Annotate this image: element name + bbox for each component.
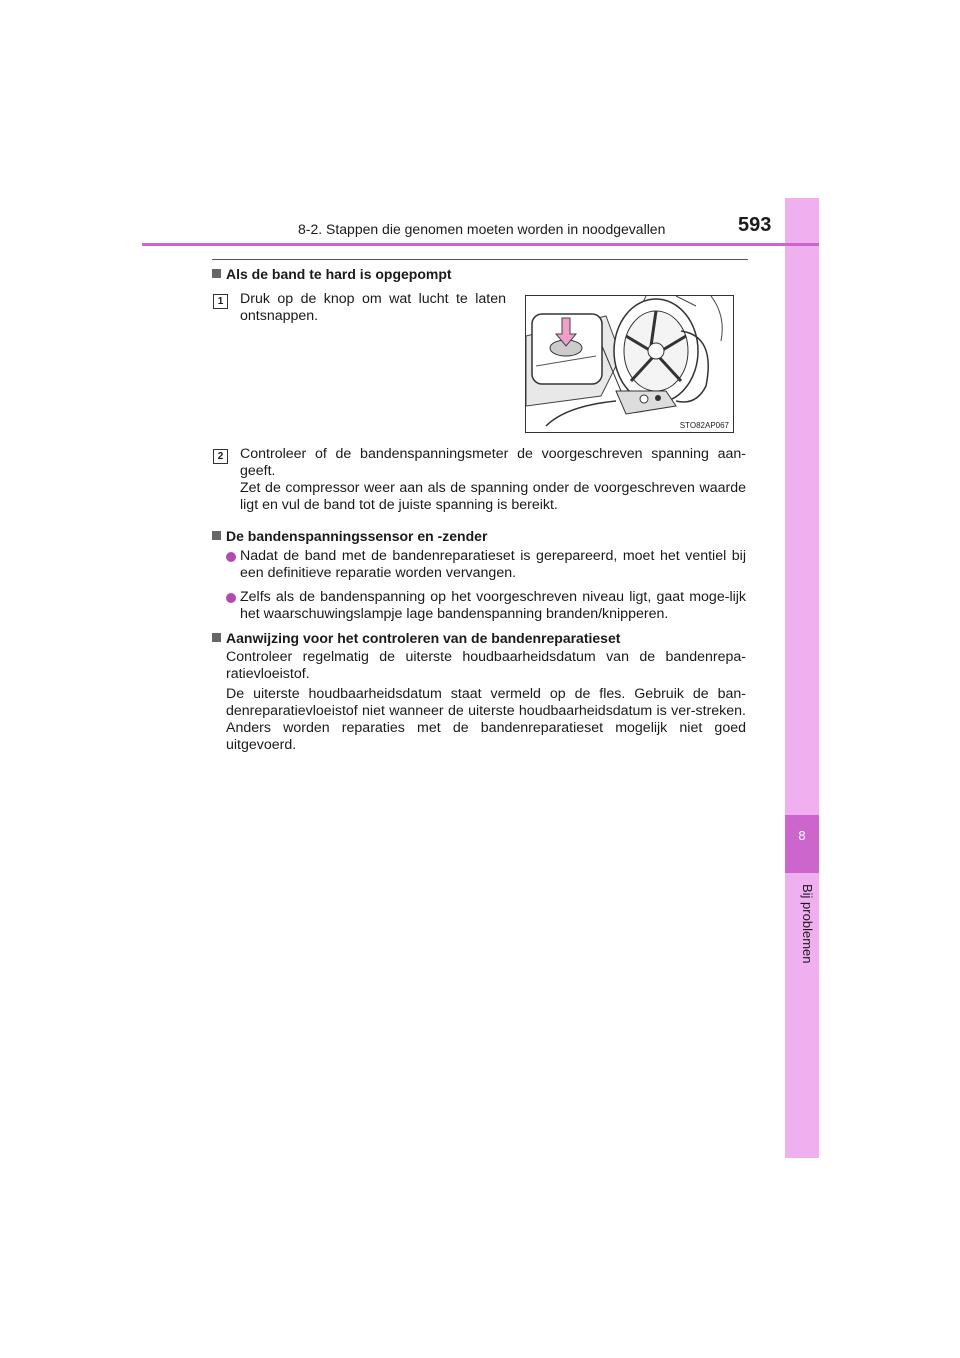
bullet-dot-icon <box>226 593 236 603</box>
step-2-badge: 2 <box>213 449 228 464</box>
paragraph-expiry-info: De uiterste houdbaarheidsdatum staat vermeld op de fles. Gebruik de ban-denreparatievloeistof niet wanneer de uiterste houdbaarheidsdatum is ver-streken. Anders worden reparaties met de bandenreparatieset mogelijk niet goed uitgevoerd. <box>226 686 746 753</box>
step-1-badge: 1 <box>213 294 228 309</box>
illustration-code: STO82AP067 <box>679 421 729 430</box>
tire-compressor-drawing <box>526 296 733 432</box>
heading-overinflated: Als de band te hard is opgepompt <box>212 266 452 282</box>
bullet-dot-icon <box>226 552 236 562</box>
step-1-text: Druk op de knop om wat lucht te laten ontsnappen. <box>240 291 506 324</box>
chapter-side-tab <box>785 198 819 1158</box>
heading-repair-kit-check: Aanwijzing voor het controleren van de bandenreparatieset <box>212 630 620 646</box>
chapter-number: 8 <box>798 828 806 843</box>
chapter-number-block <box>785 815 819 873</box>
heading-square-icon <box>212 633 221 642</box>
content-rule <box>212 259 748 260</box>
heading-square-icon <box>212 531 221 540</box>
step-2-text: Controleer of de bandenspanningsmeter de voorgeschreven spanning aan-geeft. Zet de compressor weer aan als de spanning onder de voorgeschreven waarde ligt en vul de band tot de juiste spanning is bereikt. <box>240 446 746 513</box>
paragraph-check-date: Controleer regelmatig de uiterste houdbaarheidsdatum van de bandenrepa-ratievloeistof. <box>226 649 746 682</box>
chapter-label: Bij problemen <box>800 884 815 964</box>
header-rule <box>142 243 819 246</box>
page-number: 593 <box>738 214 772 236</box>
section-title: 8-2. Stappen die genomen moeten worden in noodgevallen <box>298 221 666 237</box>
compressor-illustration <box>525 295 734 433</box>
bullet-item: Nadat de band met de bandenreparatieset is gerepareerd, moet het ventiel bij een definitieve reparatie worden vervangen. <box>226 548 746 582</box>
heading-pressure-sensor: De bandenspanningssensor en -zender <box>212 528 487 544</box>
bullet-item: Zelfs als de bandenspanning op het voorgeschreven niveau ligt, gaat moge-lijk het waarschuwingslampje lage bandenspanning branden/knipperen. <box>226 589 746 623</box>
heading-square-icon <box>212 269 221 278</box>
